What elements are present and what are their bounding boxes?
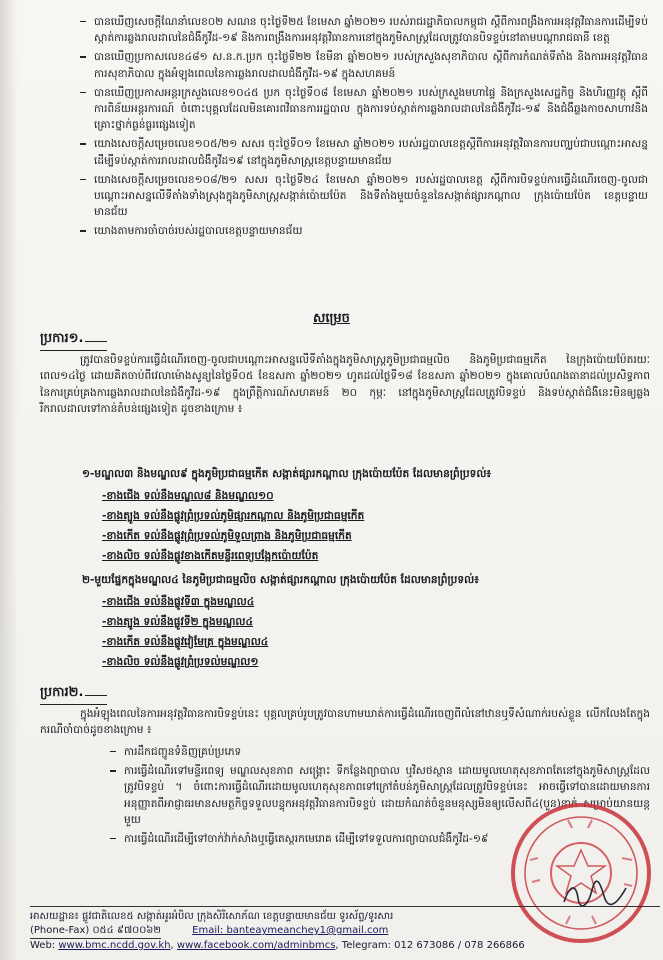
boundary-item: -ខាងត្បូង ទល់នឹងផ្លូវព្រំប្រទល់ភូមិផ្សារកណ្តាល និងភូមិប្រជាធម្មកើត: [102, 510, 365, 522]
footer-web-label: Web:: [30, 940, 59, 951]
footer-phone: (Phone-Fax) ០៥៤ ៩៧០០៦២: [30, 924, 161, 939]
footer-facebook-link[interactable]: www.facebook.com/adminbmcs: [176, 940, 336, 951]
boundary-item: -ខាងលិច ទល់នឹងផ្លូវខាងកើតមន្ទីរពេទ្យបង្អែកប៉ោយប៉ែត: [102, 550, 319, 562]
footer-telegram: Telegram: 012 673086 / 078 266866: [341, 940, 525, 951]
article2-heading-text: ប្រការ២.: [40, 685, 84, 700]
consideration-item: បានឃើញប្រកាសលេខ៤៨១ ស.ន.ក.ប្រក ចុះថ្ងៃទី២២ ខែមីនា ឆ្នាំ២០២១ របស់ក្រសួងសុខាភិបាល ស្តីពីការកំណត់ទីតាំង និងការអនុវត្តវិធានការសុខាភិបាល ក្នុងអំឡុងពេលនៃការឆ្លងរាលដាលជំងឺកូវីដ-១៩ ក្នុងសហគមន៍: [80, 49, 648, 81]
boundary-item: -ខាងកើត ទល់នឹងផ្លូវព្រំប្រទល់ភូមិទួលព្រាង និងភូមិប្រជាធម្មកើត: [102, 530, 352, 542]
footer-address: អាសយដ្ឋាន៖ ផ្លូវជាតិលេខ៥ សង្កាត់អូរអំបិល ក្រុងសិរីសោភ័ណ ខេត្តបន្ទាយមានជ័យ ទូរស័ព្ទ/ទូរសារ: [30, 911, 394, 922]
consideration-item: បានឃើញប្រកាសអន្តរក្រសួងលេខ១០៤៥ ប្រក ចុះថ្ងៃទី០៨ ខែមេសា ឆ្នាំ២០២១ របស់ក្រសួងមហាផ្ទៃ និងក្រសួងសេដ្ឋកិច្ច និងហិរញ្ញវត្ថុ ស្តីពីការពិន័យអន្តរការណ៍ ចំពោះបុគ្គលដែលមិនគោរពវិធានការរដ្ឋបាល ក្នុងការទប់ស្កាត់ការឆ្លងរាលដាលនៃជំងឺកូវីដ-១៩ និងជំងឺឆ្លងកាចសាហាវនិងគ្រោះថ្នាក់ធ្ងន់ធ្ងរផ្សេងទៀត: [80, 85, 648, 134]
article2-text: ក្នុងអំឡុងពេលនៃការអនុវត្តវិធានការបិទខ្ទប់នេះ បុគ្គលគ្រប់រូបត្រូវបានហាមឃាត់ការធ្វើដំណើរចេញពីលំនៅឋានឬទីសំណាក់របស់ខ្លួន លើកលែងតែក្នុងករណីចាំបាច់ដូចខាងក្រោម ៖: [40, 708, 650, 737]
page-edge-shadow: [0, 0, 18, 960]
boundary-item: -ខាងកើត ទល់នឹងផ្លូវវៀមែត្រ ក្នុងមណ្ឌល៤: [102, 636, 269, 648]
exception-item: ការដឹកជញ្ជូនទំនិញគ្រប់ប្រភេទ: [110, 744, 650, 760]
exception-item: ការធ្វើដំណើរទៅមន្ទីរពេទ្យ មណ្ឌលសុខភាព សង្គ្រោះ ទីកន្លែងព្យាបាល ឬវិសថស្ថាន ដោយមូលហេតុសុខភាពតែនៅក្នុងភូមិសាស្ត្រដែលត្រូវបិទខ្ទប់ ។ ចំពោះការធ្វើដំណើរដោយមូលហេតុសុខភាពទៅក្រៅតំបន់ភូមិសាស្ត្រដែលត្រូវបិទខ្ទប់នេះ អាចធ្វើទៅបានដោយមានការអនុញ្ញាតពីអាជ្ញាធរមានសមត្ថកិច្ចទទួលបន្ទុកអនុវត្តវិធានការបិទខ្ទប់ ដោយកំណត់ចំនួនមនុស្សមិនឲ្យលើសពី៤(បួន)នាក់ សម្រាប់យានយន្តមួយ: [110, 763, 650, 828]
heading-rule: [85, 341, 107, 342]
group1-title: ១-មណ្ឌល៣ និងមណ្ឌល៩ ក្នុងភូមិប្រជាធម្មកើត សង្កាត់ផ្សារកណ្តាល ក្រុងប៉ោយប៉ែត ដែលមានព្រំប្រទល់៖: [82, 468, 492, 480]
boundary-item: -ខាងជើង ទល់នឹងមណ្ឌល៨ និងមណ្ឌល១០: [102, 490, 274, 502]
article1-heading: [40, 330, 107, 351]
boundary-item: -ខាងលិច ទល់នឹងផ្លូវព្រំប្រទល់មណ្ឌល១: [102, 656, 259, 668]
footer-web-row: Web: www.bmc.ncdd.gov.kh, www.facebook.com/adminbmcs, Telegram: 012 673086 / 078 266866: [30, 940, 525, 951]
letterhead-footer: [30, 906, 660, 953]
article2-heading: [40, 684, 107, 705]
boundary-item: -ខាងត្បូង ទល់នឹងផ្លូវទី២ ក្នុងមណ្ឌល៤: [102, 616, 253, 628]
group1-items: [102, 486, 364, 566]
consideration-item: យោងសេចក្តីសម្រេចលេខ១០៥/២១ សសរ ចុះថ្ងៃទី០១ ខែមេសា ឆ្នាំ២០២១ របស់រដ្ឋបាលខេត្តស្តីពីការអនុវត្តវិធានការបញ្ឈប់ជាបណ្តោះអាសន្ន ដើម្បីទប់ស្កាត់ការរាលដាលជំងឺកូវីដ១៩ នៅក្នុងភូមិសាស្ត្រខេត្តបន្ទាយមានជ័យ: [80, 136, 648, 168]
exception-item: ការធ្វើដំណើរដើម្បីទៅចាក់វ៉ាក់សាំងឬធ្វើតេស្តរកមេរោគ ដើម្បីទៅទទួលការព្យាបាលជំងឺកូវីដ-១៩: [110, 831, 650, 847]
group2-title: ២-មួយផ្នែកក្នុងមណ្ឌល៤ នៃភូមិប្រជាធម្មលិច សង្កាត់ផ្សារកណ្តាល ក្រុងប៉ោយប៉ែត ដែលមានព្រំប្រទល់៖: [82, 574, 479, 586]
heading-rule: [85, 695, 107, 696]
footer-web-link[interactable]: www.bmc.ncdd.gov.kh: [58, 940, 171, 951]
decision-title: សម្រេច: [313, 311, 350, 326]
group2-items: [102, 592, 268, 672]
consideration-item: បានឃើញសេចក្តីណែនាំលេខ០២ សណន ចុះថ្ងៃទី២៥ ខែមេសា ឆ្នាំ២០២១ របស់រាជរដ្ឋាភិបាលកម្ពុជា ស្តីពីការពង្រឹងការអនុវត្តវិធានការដើម្បីទប់ស្កាត់ការឆ្លងរាលដាលនៃជំងឺកូវីដ-១៩ និងការពង្រឹងការអនុវត្តវិធានការនៅក្នុងភូមិសាស្ត្រដែលត្រូវបានបិទខ្ទប់នៅតាមបណ្តារាជធានី ខេត្ត: [80, 14, 648, 46]
consideration-item: យោងសេចក្តីសម្រេចលេខ១០៨/២១ សសរ ចុះថ្ងៃទី២៤ ខែមេសា ឆ្នាំ២០២១ របស់រដ្ឋបាលខេត្ត ស្តីពីការបិទខ្ទប់ការធ្វើដំណើរចេញ-ចូលជាបណ្តោះអាសន្នលើទីតាំងទាំងស្រុងក្នុងភូមិសាស្ត្រសង្កាត់ប៉ោយប៉ែត និងទីតាំងមួយចំនួននៃសង្កាត់ផ្សារកណ្តាល ក្រុងប៉ោយប៉ែត ខេត្តបន្ទាយមានជ័យ: [80, 172, 648, 221]
article1-heading-text: ប្រការ១.: [40, 331, 84, 346]
footer-email-link[interactable]: Email: banteaymeanchey1@gmail.com: [192, 925, 389, 936]
considerations-list: [80, 14, 648, 243]
article1-text: ត្រូវបានបិទខ្ទប់ការធ្វើដំណើរចេញ-ចូលជាបណ្តោះអាសន្នលើទីតាំងក្នុងភូមិសាស្ត្រភូមិប្រជាធម្មលិច និងភូមិប្រជាធម្មកើត នៃក្រុងប៉ោយប៉ែតរយៈពេល១៤ថ្ងៃ ដោយគិតចាប់ពីវេលាម៉ោងសូន្យនៃថ្ងៃទី០៥ ខែឧសភា ឆ្នាំ២០២១ ហូតដល់ថ្ងៃទី១៨ ខែឧសភា ឆ្នាំ២០២១ ក្នុងគោលបំណងធានាដល់ប្រសិទ្ធភាព នៃការគ្រប់គ្រងការឆ្លងរាលដាលនៃជំងឺកូវីដ-១៩ ក្នុងព្រឹត្តិការណ៍សហគមន៍ ២០ កុម្ភៈ នៅក្នុងភូមិសាស្ត្រដែលត្រូវបិទខ្ទប់ និងទប់ស្កាត់ជំងឺនេះមិនឲ្យឆ្លងរីករាលដាលទៅកាន់តំបន់ផ្សេងទៀត ដូចខាងក្រោម ៖: [40, 354, 650, 416]
consideration-item: យោងតាមការចាំបាច់របស់រដ្ឋបាលខេត្តបន្ទាយមានជ័យ: [80, 223, 648, 239]
boundary-item: -ខាងជើង ទល់នឹងផ្លូវទី៣ ក្នុងមណ្ឌល៤: [102, 596, 255, 608]
footer-contact-row: [30, 924, 660, 939]
